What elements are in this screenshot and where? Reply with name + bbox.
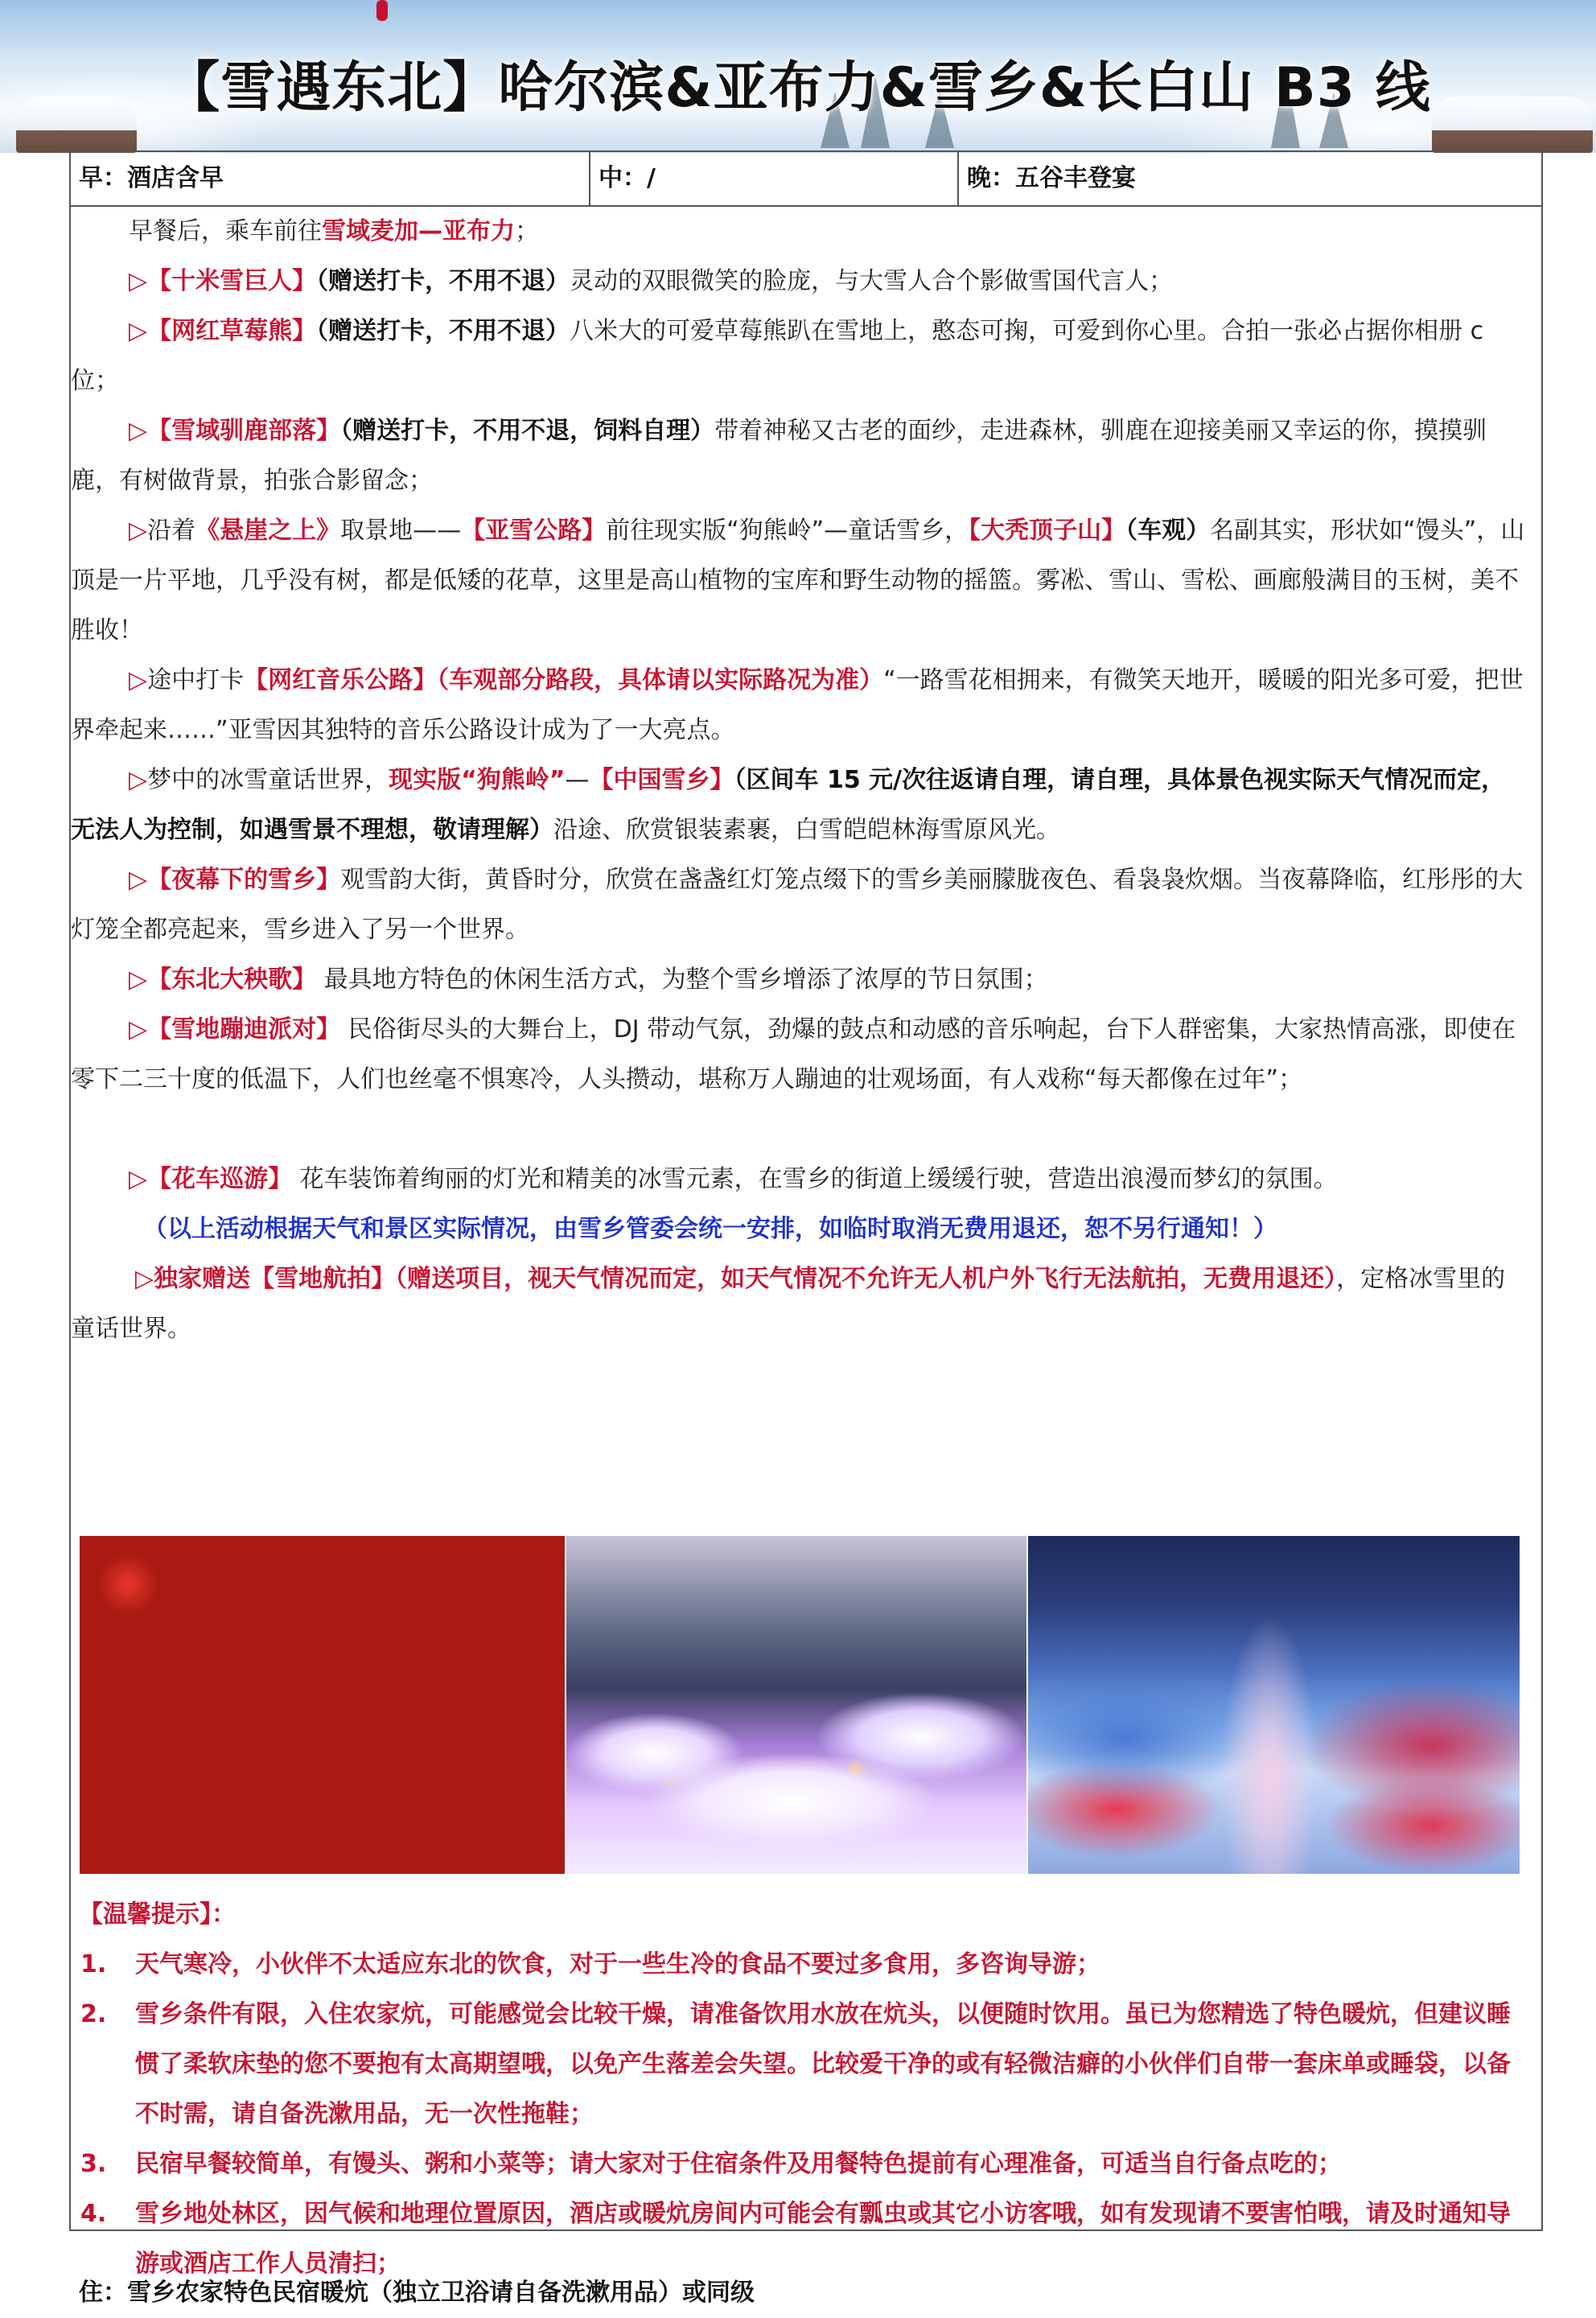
paragraph-music-road: ▷途中打卡【网红音乐公路】（车观部分路段，具体请以实际路况为准）“一路雪花相拥来，有微笑天地开，暖暖的阳光多可爱，把世界牵起来……”亚雪因其独特的音乐公路设计成为了一大亮点。 [71,666,1524,744]
tip-item: 4. 雪乡地处林区，因气候和地理位置原因，酒店或暖炕房间内可能会有瓢虫或其它小访客哦，如有发现请不要害怕哦，请及时通知导游或酒店工作人员清扫； [80,2200,1511,2278]
breakfast-cell: 早：酒店含早 [71,152,590,205]
lantern-icon [376,0,388,21]
triangle-bullet-icon: ▷ [129,1165,148,1193]
fruit-market-photo [80,1536,565,1874]
paragraph-reindeer: ▷【雪域驯鹿部落】（赠送打卡，不用不退，饲料自理）带着神秘又古老的面纱，走进森林，驯鹿在迎接美丽又幸运的你，摸摸驯鹿，有树做背景，拍张合影留念； [71,417,1487,495]
paragraph-yaxue-road: ▷沿着《悬崖之上》取景地——【亚雪公路】前往现实版“狗熊岭”—童话雪乡，【大秃顶子山】（车观）名副其实，形状如“馒头”，山顶是一片平地，几乎没有树，都是低矮的花草，这里是高山植物的宝库和野生动物的摇篮。雾凇、雪山、雪松、画廊般满目的玉树，美不胜收！ [71,517,1525,644]
page-title: 【雪遇东北】哈尔滨&亚布力&雪乡&长白山 B3 线 [165,56,1431,120]
tips-heading: 【温馨提示】： [79,1900,236,1929]
paragraph-yangko: ▷【东北大秧歌】 最具地方特色的休闲生活方式，为整个雪乡增添了浓厚的节日氛围； [129,965,1048,994]
triangle-bullet-icon: ▷ [129,1015,148,1044]
paragraph-disco-party: ▷【雪地蹦迪派对】 民俗街尽头的大舞台上，DJ 带动气氛，劲爆的鼓点和动感的音乐响起，台下人群密集，大家热情高涨，即使在零下二三十度的低温下，人们也丝毫不惧寒冷，人头攒动，堪称万人蹦迪的壮观场面，有人戏称“每天都像在过年”； [71,1015,1516,1093]
accommodation: 住：雪乡农家特色民宿暖炕（独立卫浴请自备洗漱用品）或同级 [79,2279,755,2307]
paragraph-snow-town: ▷梦中的冰雪童话世界，现实版“狗熊岭”—【中国雪乡】（区间车 15 元/次往返请自理，请自理，具体景色视实际天气情况而定，无法人为控制，如遇雪景不理想，敬请理解）沿途、欣赏银装素裹，白雪皑皑林海雪原风光。 [71,766,1506,844]
paragraph-night-snow-town: ▷【夜幕下的雪乡】观雪韵大街，黄昏时分，欣赏在盏盏红灯笼点缀下的雪乡美丽朦胧夜色、看袅袅炊烟。当夜幕降临，红彤彤的大灯笼全都亮起来，雪乡进入了另一个世界。 [71,866,1524,944]
tip-item: 3. 民宿早餐较简单，有馒头、粥和小菜等；请大家对于住宿条件及用餐特色提前有心理准备，可适当自行备点吃的； [80,2150,1342,2178]
paragraph-intro: 早餐后，乘车前往雪域麦加—亚布力； [129,217,539,245]
triangle-bullet-icon: ▷ [129,866,148,894]
triangle-bullet-icon: ▷ [129,417,148,445]
triangle-bullet-icon: ▷ [129,267,148,295]
photo-strip [80,1536,1520,1874]
tip-item: 1. 天气寒冷，小伙伴不太适应东北的饮食，对于一些生冷的食品不要过多食用，多咨询导游； [80,1950,1100,1978]
dinner-cell: 晚：五谷丰登宴 [967,164,1136,192]
paragraph-snow-giant: ▷【十米雪巨人】（赠送打卡，不用不退）灵动的双眼微笑的脸庞，与大雪人合个影做雪国代言人； [129,267,1174,295]
activity-notice: （以上活动根据天气和景区实际情况，由雪乡管委会统一安排，如临时取消无费用退还，恕不另行通知！） [143,1215,1277,1243]
triangle-bullet-icon: ▷ [129,317,148,345]
paragraph-aerial-photo: ▷独家赠送【雪地航拍】（赠送项目，视天气情况而定，如天气情况不允许无人机户外飞行无法航拍，无费用退还），定格冰雪里的童话世界。 [71,1265,1506,1343]
paragraph-float-parade: ▷【花车巡游】 花车装饰着绚丽的灯光和精美的冰雪元素，在雪乡的街道上缓缓行驶，营造出浪漫而梦幻的氛围。 [129,1165,1338,1193]
snow-village-night-photo [566,1536,1026,1874]
lunch-cell: 中：/ [590,152,959,205]
header-banner [0,0,1596,153]
tip-item: 2. 雪乡条件有限，入住农家炕，可能感觉会比较干燥，请准备饮用水放在炕头，以便随时饮用。虽已为您精选了特色暖炕，但建议睡惯了柔软床垫的您不要抱有太高期望哦，以免产生落差会失望。比较爱干净的或有轻微洁癖的小伙伴们自带一套床单或睡袋，以备不时需，请自备洗漱用品，无一次性拖鞋； [80,2000,1511,2128]
triangle-bullet-icon: ▷ [129,965,148,994]
snow-town-street-photo [1028,1536,1520,1874]
triangle-bullet-icon: ▷ [129,517,148,545]
meals-row [71,152,1541,207]
itinerary-table [69,150,1543,2307]
triangle-bullet-icon: ▷ [129,666,148,694]
triangle-bullet-icon: ▷ [129,766,148,794]
paragraph-strawberry-bear: ▷【网红草莓熊】（赠送打卡，不用不退）八米大的可爱草莓熊趴在雪地上，憨态可掬，可爱到你心里。合拍一张必占据你相册 c 位； [71,317,1484,395]
